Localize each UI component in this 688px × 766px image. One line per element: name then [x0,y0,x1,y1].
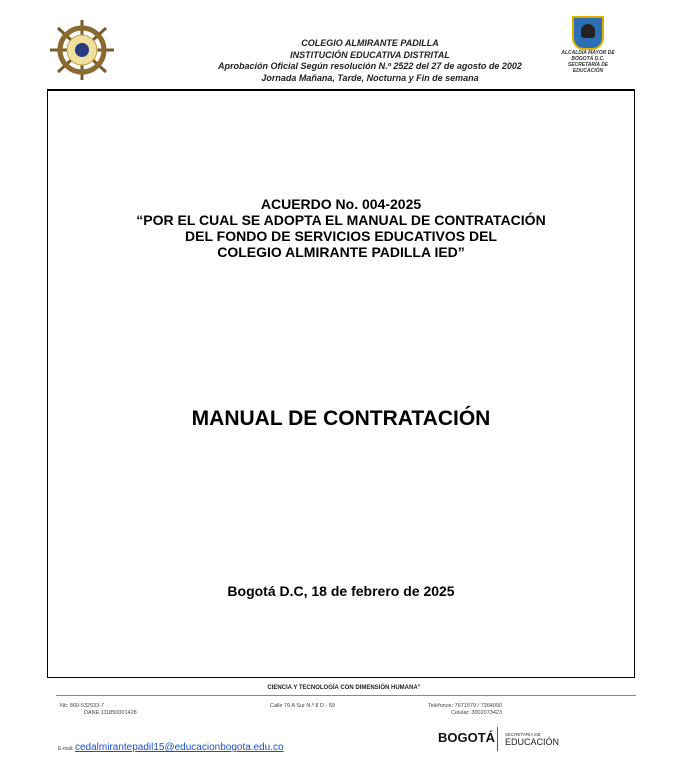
footer-ids [60,703,137,717]
cellphone: Celular: 3002073423 [450,710,503,716]
logo-text: ALCALDÍA MAYOR DE [561,50,615,56]
school-emblem-icon [46,18,118,82]
email-label: E-mail: [58,746,74,752]
agreement-number: ACUERDO No. 004-2025 [260,196,422,212]
document-title: MANUAL DE CONTRATACIÓN [191,407,491,430]
sed-logo [505,732,559,748]
agreement-subtitle: DEL FONDO DE SERVICIOS EDUCATIVOS DEL [185,228,497,244]
school-header [180,38,560,84]
logo-divider [497,727,498,751]
schedule-text: Jornada Mañana, Tarde, Nocturna y Fin de semana [261,72,479,83]
footer-phones [428,703,502,717]
school-name: COLEGIO ALMIRANTE PADILLA [301,38,439,48]
coat-of-arms-icon [572,16,604,50]
logo-text: EDUCACIÓN [572,68,604,74]
alcaldia-logo [548,16,628,74]
logo-text: BOGOTÁ D.C. [571,56,605,62]
cover-frame [47,89,635,678]
sed-big: EDUCACIÓN [505,737,560,747]
sed-small: SECRETARÍA DE [505,732,541,737]
footer-email [58,742,284,753]
address: Calle 76 A Sur N.º 8 D - 59 [270,703,335,709]
agreement-subtitle: COLEGIO ALMIRANTE PADILLA IED” [217,244,465,260]
document-date: Bogotá D.C, 18 de febrero de 2025 [227,583,455,599]
bogota-logo: BOGOTÁ [438,730,496,745]
nit: Nit: 860-532533-7 [60,703,105,709]
institution-type: INSTITUCIÓN EDUCATIVA DISTRITAL [290,49,450,60]
approval-text: Aprobación Oficial Según resolución N.º 2522 del 27 de agosto de 2002 [218,61,522,71]
agreement-title [48,196,634,260]
phones: Teléfonos: 7671579 / 7364090 [428,703,503,709]
footer-divider [56,695,636,696]
email-link[interactable]: cedalmirantepadil15@educacionbogota.edu.co [74,742,284,753]
dane: DANE 111850001428 [84,710,137,716]
footer-motto: CIENCIA Y TECNOLOGÍA CON DIMENSIÓN HUMANA” [267,685,421,691]
agreement-subtitle: “POR EL CUAL SE ADOPTA EL MANUAL DE CONTRATACIÓN [136,212,546,228]
logo-text: SECRETARÍA DE [567,62,609,68]
